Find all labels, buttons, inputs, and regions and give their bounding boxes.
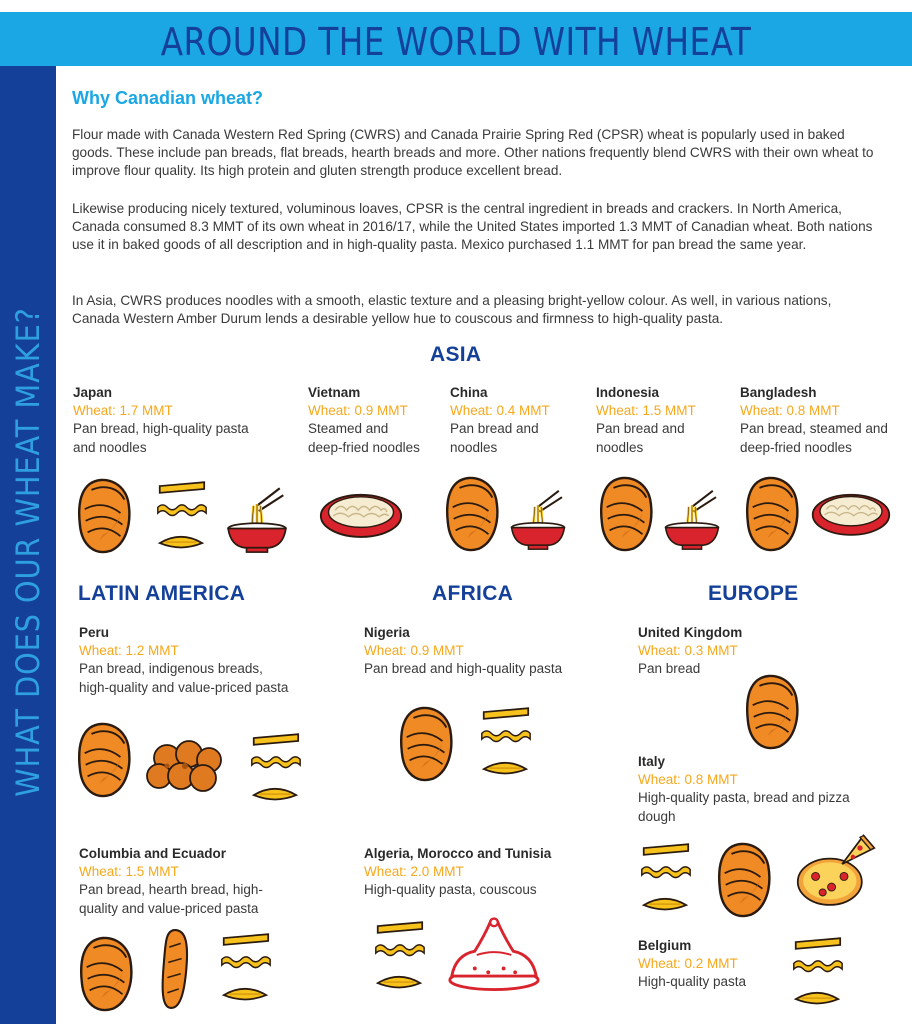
bread-icon <box>598 474 656 552</box>
country-uses-line-2: quality and value-priced pasta <box>79 900 259 916</box>
country-uses-line-1: Steamed and <box>308 421 389 436</box>
country-block-nigeria <box>364 624 562 679</box>
noodle-bowl-icon <box>222 478 292 558</box>
country-uses-line-1: High-quality pasta <box>638 974 747 989</box>
country-uses-line-2: and noodles <box>73 439 147 455</box>
wheat-amount: Wheat: 0.9 MMT <box>308 403 408 418</box>
pasta-icon <box>636 840 694 918</box>
country-uses-line-1: Pan bread and <box>596 421 685 436</box>
country-uses-line-1: Pan bread, steamed and <box>740 421 888 436</box>
side-label <box>9 280 47 824</box>
country-uses-line-1: High-quality pasta, couscous <box>364 882 537 897</box>
region-heading-latin-america: LATIN AMERICA <box>78 582 246 605</box>
wheat-amount: Wheat: 0.8 MMT <box>740 403 840 418</box>
tagine-icon <box>446 916 542 994</box>
bread-icon <box>398 704 456 782</box>
pasta-icon <box>370 918 428 996</box>
country-name: China <box>450 385 488 400</box>
country-block-indonesia <box>596 384 696 457</box>
country-block-algeria-morocco-tunisia <box>364 845 551 900</box>
country-name: Vietnam <box>308 385 361 400</box>
pizza-icon <box>796 832 876 912</box>
country-name: Japan <box>73 385 113 400</box>
page-title: AROUND THE WORLD WITH WHEAT <box>160 20 752 64</box>
wheat-amount: Wheat: 0.3 MMT <box>638 643 738 658</box>
country-uses-line-2: high-quality and value-priced pasta <box>79 679 289 695</box>
country-name: Italy <box>638 754 666 769</box>
wheat-amount: Wheat: 1.5 MMT <box>596 403 696 418</box>
intro-paragraph-2: Likewise producing nicely textured, voluminous loaves, CPSR is the central ingredient in breads and crackers. In North America, Canada consumed 8.3 MMT of its own wheat in 2016/17, while the United States imported 1.3 MMT of Canadian wheat. Both nations use it in baked goods of all description and in high-quality pasta. Mexico purchased 1.1 MMT for pan bread the same year. <box>72 201 873 252</box>
wheat-amount: Wheat: 0.4 MMT <box>450 403 550 418</box>
intro-paragraph-1: Flour made with Canada Western Red Spring (CWRS) and Canada Prairie Spring Red (CPSR) wheat is popularly used in baked goods. These include pan breads, flat breads, hearth breads and more. Other nations frequently blend CWRS with their own wheat to improve flour quality. Its high protein and gluten strength produce excellent bread. <box>72 127 874 178</box>
country-block-united-kingdom <box>638 624 742 679</box>
wheat-amount: Wheat: 2.0 MMT <box>364 864 464 879</box>
country-name: Peru <box>79 625 110 640</box>
country-name: Bangladesh <box>740 385 817 400</box>
bread-icon <box>744 672 802 750</box>
side-label-text: WHAT DOES OUR WHEAT MAKE? <box>9 307 47 797</box>
bread-icon <box>78 934 136 1012</box>
country-uses-line-1: Pan bread and high-quality pasta <box>364 661 563 676</box>
baguette-icon <box>156 924 194 1014</box>
wheat-amount: Wheat: 0.2 MMT <box>638 956 738 971</box>
country-block-bangladesh <box>740 384 888 457</box>
fried-noodles-plate-icon <box>318 484 404 544</box>
wheat-amount: Wheat: 1.5 MMT <box>79 864 179 879</box>
region-heading-europe: EUROPE <box>708 582 799 605</box>
bread-icon <box>744 474 802 552</box>
intro-paragraph-3: In Asia, CWRS produces noodles with a smooth, elastic texture and a pleasing bright-yellow colour. As well, in various nations, Canada Western Amber Durum lends a desirable yellow hue to couscous and firmness to high-quality pasta. <box>72 293 832 326</box>
wheat-amount: Wheat: 0.8 MMT <box>638 772 738 787</box>
country-uses-line-2: noodles <box>450 439 498 455</box>
country-block-china <box>450 384 550 457</box>
wheat-amount: Wheat: 1.2 MMT <box>79 643 179 658</box>
rolls-icon <box>144 736 226 796</box>
country-uses-line-2: dough <box>638 808 676 824</box>
noodle-bowl-icon <box>660 478 724 558</box>
country-uses-line-1: Pan bread, high-quality pasta <box>73 421 249 436</box>
country-block-vietnam <box>308 384 420 457</box>
wheat-amount: Wheat: 1.7 MMT <box>73 403 173 418</box>
noodle-bowl-icon <box>506 478 570 558</box>
pasta-icon <box>246 730 304 808</box>
country-block-belgium <box>638 937 746 992</box>
wheat-amount: Wheat: 0.9 MMT <box>364 643 464 658</box>
pasta-icon <box>788 934 846 1012</box>
bread-icon <box>716 840 774 918</box>
bread-icon <box>76 476 134 554</box>
country-uses-line-1: High-quality pasta, bread and pizza <box>638 790 850 805</box>
country-block-italy <box>638 753 850 826</box>
country-uses-line-2: noodles <box>596 439 644 455</box>
pasta-icon <box>152 478 210 556</box>
region-heading-asia: ASIA <box>430 343 482 366</box>
country-uses-line-2: deep-fried noodles <box>740 439 852 455</box>
country-name: Belgium <box>638 938 692 953</box>
country-uses-line-1: Pan bread and <box>450 421 539 436</box>
bread-icon <box>444 474 502 552</box>
country-block-columbia-and-ecuador <box>79 845 263 918</box>
country-uses-line-1: Pan bread, indigenous breads, <box>79 661 263 676</box>
country-uses-line-2: deep-fried noodles <box>308 439 420 455</box>
country-uses-line-1: Pan bread <box>638 661 701 676</box>
country-name: Nigeria <box>364 625 410 640</box>
fried-noodles-plate-icon <box>810 484 892 542</box>
intro-heading: Why Canadian wheat? <box>72 88 264 108</box>
bread-icon <box>76 720 134 798</box>
country-name: Indonesia <box>596 385 660 400</box>
pasta-icon <box>476 704 534 782</box>
pasta-icon <box>216 930 274 1008</box>
country-block-japan <box>73 384 249 457</box>
country-uses-line-1: Pan bread, hearth bread, high- <box>79 882 263 897</box>
region-heading-africa: AFRICA <box>432 582 514 605</box>
country-name: United Kingdom <box>638 625 743 640</box>
country-block-peru <box>79 624 288 697</box>
country-name: Algeria, Morocco and Tunisia <box>364 846 552 861</box>
country-name: Columbia and Ecuador <box>79 846 227 861</box>
title-bar <box>0 12 912 66</box>
